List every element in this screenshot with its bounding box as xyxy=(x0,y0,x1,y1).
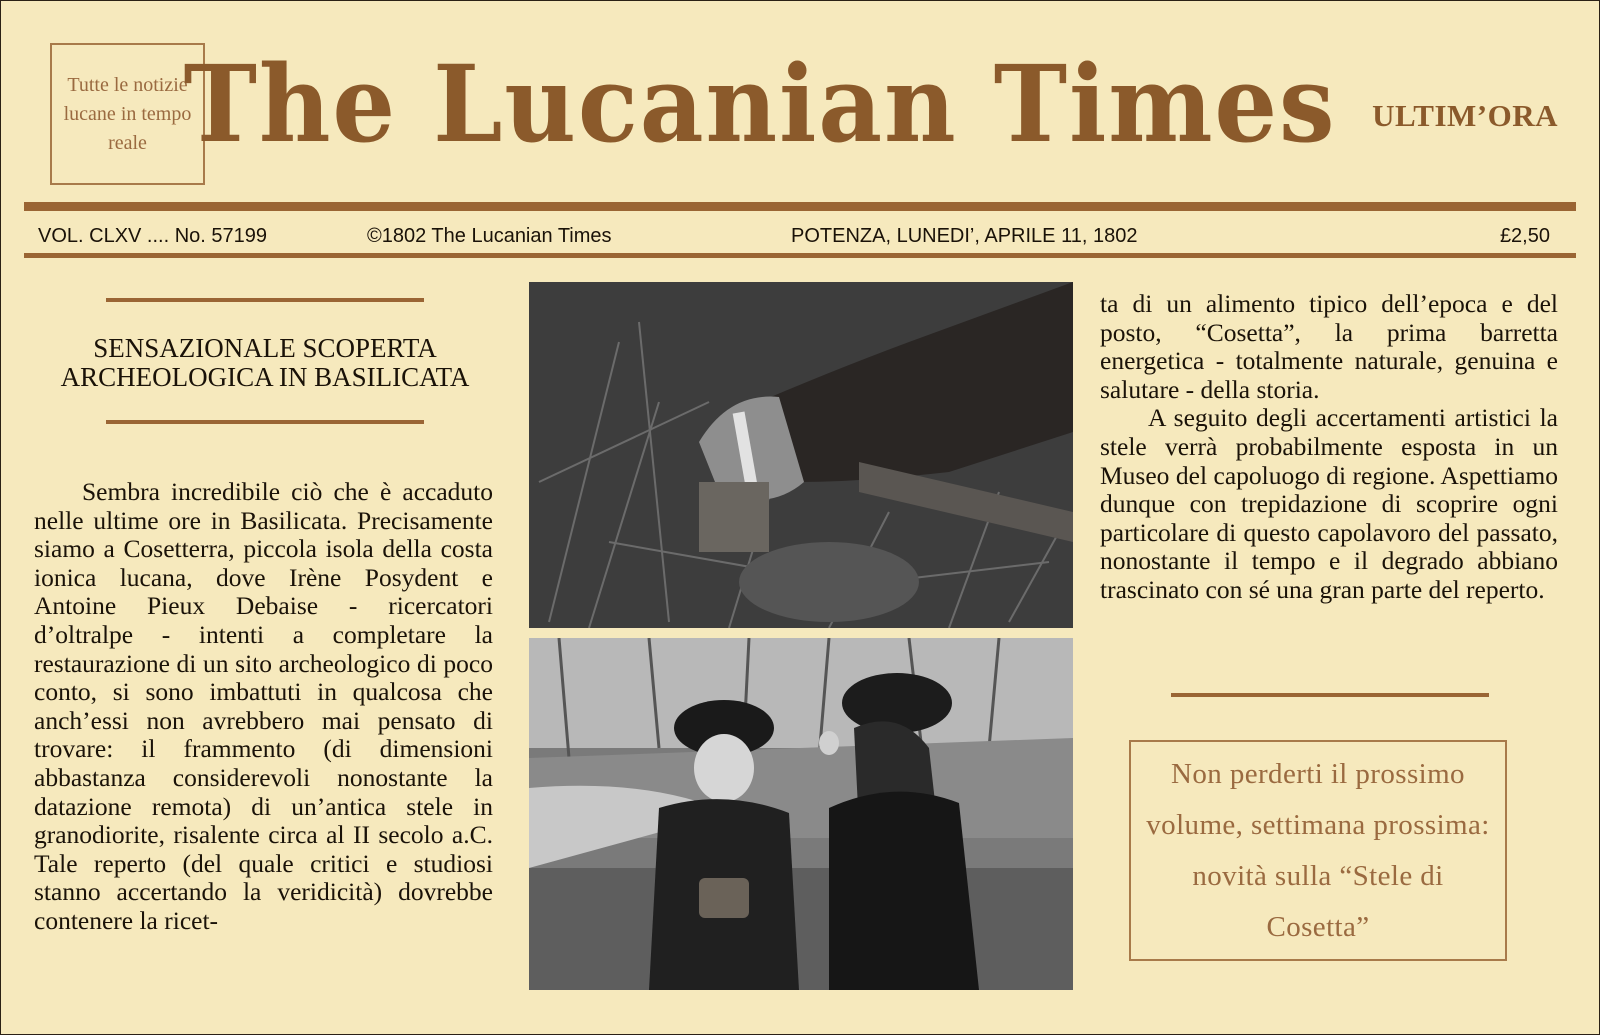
masthead-rule-bottom xyxy=(24,253,1576,258)
volume-number: VOL. CLXV .... No. 57199 xyxy=(38,225,268,247)
article-headline: SENSAZIONALE SCOPERTA ARCHEOLOGICA IN BASILICATA xyxy=(60,333,470,392)
tagline-box xyxy=(50,43,205,185)
info-bar xyxy=(38,222,1550,252)
photo-researchers xyxy=(529,638,1073,990)
article-right-column xyxy=(1100,290,1558,605)
next-issue-promo-box xyxy=(1129,740,1507,961)
masthead-title: The Lucanian Times xyxy=(183,40,1337,166)
article-left-column xyxy=(34,478,493,936)
tagline-text: Tutte le notizie lucane in tempo reale xyxy=(63,73,192,154)
price: £2,50 xyxy=(1499,225,1550,247)
article-paragraph-3: A seguito degli accertamenti artistici la stele verrà probabilmente esposta in un Museo del capoluogo di regione. Aspettiamo dunque con trepidazione di scoprire ogni particolare di questo capolavoro del passato, nonostante il tempo e il degrado abbiano trascinato con sé una gran parte del reperto. xyxy=(1100,403,1558,604)
right-column-rule xyxy=(1171,693,1489,697)
headline-rule-bottom xyxy=(106,420,424,424)
article-paragraph-1: Sembra incredibile ciò che è accaduto nelle ultime ore in Basilicata. Precisamente siamo a Cosetterra, piccola isola della costa ionica lucana, dove Irène Posydent e Antoine Pieux Debaise - ricercatori d’oltralpe - intenti a completare la restaurazione di un sito archeologico di poco conto, si sono imbattuti in qualcosa che anch’essi non avrebbero mai pensato di trovare: il frammento (di dimensioni abbastanza considerevoli nonostante la datazione remota) di un’antica stele in granodiorite, risalente circa al II secolo a.C. Tale reperto (del quale critici e studiosi stanno accertando la veridicità) dovrebbe contenere la ricet- xyxy=(34,477,493,935)
photo-researchers-image xyxy=(529,638,1073,990)
dateline: POTENZA, LUNEDI’, APRILE 11, 1802 xyxy=(791,225,1138,247)
photo-hand-digging-image xyxy=(529,282,1073,628)
headline-rule-top xyxy=(106,298,424,302)
article-paragraph-2: ta di un alimento tipico dell’epoca e del posto, “Cosetta”, la prima barretta energetica - totalmente naturale, genuina e salutare - della storia. xyxy=(1100,289,1558,404)
masthead-rule-top xyxy=(24,202,1576,211)
photo-hand-digging xyxy=(529,282,1073,628)
breaking-news-label: ULTIM’ORA xyxy=(1372,98,1558,133)
copyright-notice: ©1802 The Lucanian Times xyxy=(367,225,612,247)
next-issue-promo-text: Non perderti il prossimo volume, settimana prossima: novità sulla “Stele di Cosetta” xyxy=(1146,757,1490,943)
